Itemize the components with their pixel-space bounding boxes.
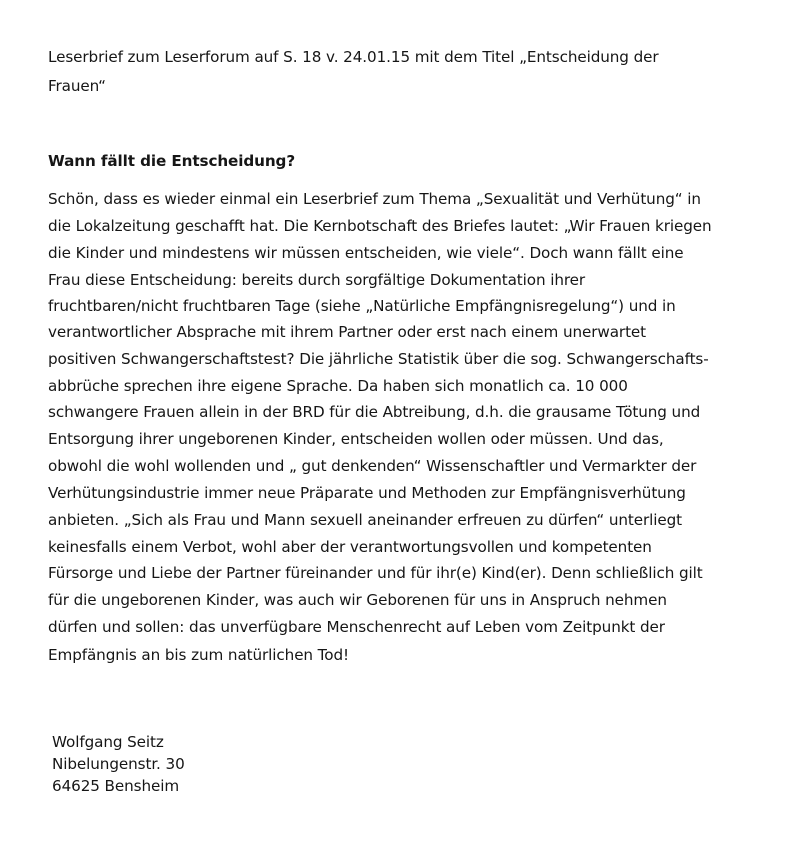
body-line-10: Entsorgung ihrer ungeborenen Kinder, entscheiden wollen oder müssen. Und das,: [48, 430, 664, 448]
signature-name: Wolfgang Seitz: [52, 733, 164, 751]
body-line-9: schwangere Frauen allein in der BRD für die Abtreibung, d.h. die grausame Tötung und: [48, 403, 701, 421]
body-line-11: obwohl die wohl wollenden und „ gut denkenden“ Wissenschaftler und Vermarkter der: [48, 457, 697, 475]
body-line-17: dürfen und sollen: das unverfügbare Menschenrecht auf Leben vom Zeitpunkt der: [48, 618, 665, 636]
body-line-14: keinesfalls einem Verbot, wohl aber der verantwortungsvollen und kompetenten: [48, 538, 652, 556]
subject-line-1: Leserbrief zum Leserforum auf S. 18 v. 24.01.15 mit dem Titel „Entscheidung der: [48, 48, 659, 66]
body-line-4: Frau diese Entscheidung: bereits durch sorgfältige Dokumentation ihrer: [48, 271, 586, 289]
body-line-8: abbrüche sprechen ihre eigene Sprache. Da haben sich monatlich ca. 10 000: [48, 377, 628, 395]
body-line-13: anbieten. „Sich als Frau und Mann sexuell aneinander erfreuen zu dürfen“ unterliegt: [48, 511, 683, 529]
signature-street: Nibelungenstr. 30: [52, 755, 185, 773]
body-line-6: verantwortlicher Absprache mit ihrem Partner oder erst nach einem unerwartet: [48, 323, 647, 341]
body-line-1: Schön, dass es wieder einmal ein Leserbrief zum Thema „Sexualität und Verhütung“ in: [48, 190, 701, 208]
letter-heading: Wann fällt die Entscheidung?: [48, 152, 296, 170]
body-line-5: fruchtbaren/nicht fruchtbaren Tage (siehe „Natürliche Empfängnisregelung“) und in: [48, 297, 676, 315]
subject-line-2: Frauen“: [48, 77, 106, 95]
body-line-12: Verhütungsindustrie immer neue Präparate und Methoden zur Empfängnisverhütung: [48, 484, 686, 502]
body-line-18: Empfängnis an bis zum natürlichen Tod!: [48, 646, 350, 664]
body-line-15: Fürsorge und Liebe der Partner füreinander und für ihr(e) Kind(er). Denn schließlich gilt: [48, 564, 703, 582]
signature-city: 64625 Bensheim: [52, 777, 180, 795]
body-line-3: die Kinder und mindestens wir müssen entscheiden, wie viele“. Doch wann fällt eine: [48, 244, 684, 262]
body-line-2: die Lokalzeitung geschafft hat. Die Kernbotschaft des Briefes lautet: „Wir Frauen kriegen: [48, 217, 712, 235]
body-line-7: positiven Schwangerschaftstest? Die jährliche Statistik über die sog. Schwangerschafts-: [48, 350, 709, 368]
body-line-16: für die ungeborenen Kinder, was auch wir Geborenen für uns in Anspruch nehmen: [48, 591, 667, 609]
